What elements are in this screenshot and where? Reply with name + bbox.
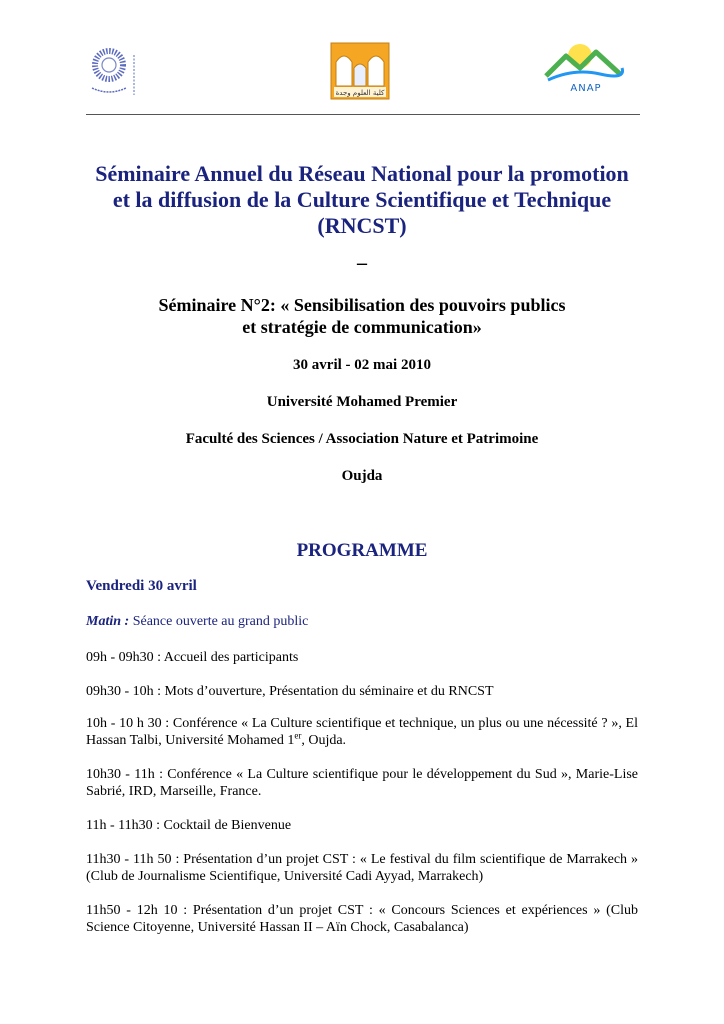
- title-dash: –: [357, 252, 367, 274]
- session-description: Séance ouverte au grand public: [129, 614, 309, 629]
- programme-item: 10h30 - 11h : Conférence « La Culture scientifique pour le développement du Sud », Marie-Lise Sabrié, IRD, Marseille, France.: [86, 767, 638, 799]
- session-label: Matin :: [86, 614, 130, 629]
- seminar-title-line1: Séminaire N°2: « Sensibilisation des pouvoirs publics: [158, 295, 566, 315]
- anap-logo-text: ANAP: [570, 83, 602, 94]
- main-title: [60, 161, 664, 239]
- programme-item: 09h30 - 10h : Mots d’ouverture, Présentation du séminaire et du RNCST: [86, 684, 494, 699]
- faculty-name: Faculté des Sciences / Association Nature et Patrimoine: [185, 431, 539, 447]
- programme-item: 09h - 09h30 : Accueil des participants: [86, 650, 299, 665]
- seminar-dates: 30 avril - 02 mai 2010: [293, 357, 431, 373]
- university-seal-logo: [84, 40, 146, 102]
- header-divider: [86, 114, 640, 115]
- university-name: Université Mohamed Premier: [266, 394, 458, 410]
- session-line: [86, 614, 308, 630]
- anap-logo: [544, 38, 624, 94]
- programme-item: 11h50 - 12h 10 : Présentation d’un projet CST : « Concours Sciences et expériences » (Club Science Citoyenne, Université Hassan II – Aïn Chock, Casabalanca): [86, 903, 638, 935]
- programme-item: 11h30 - 11h 50 : Présentation d’un projet CST : « Le festival du film scientifique de Marrakech » (Club de Journalisme Scientifique, Université Cadi Ayyad, Marrakech): [86, 852, 638, 884]
- seminar-title: [60, 294, 664, 338]
- faculty-sciences-oujda-logo: [330, 42, 390, 100]
- programme-item: [86, 715, 638, 749]
- programme-item: 11h - 11h30 : Cocktail de Bienvenue: [86, 818, 292, 833]
- day-heading: Vendredi 30 avril: [86, 578, 197, 594]
- ordinal-suffix: er: [294, 730, 302, 741]
- programme-heading: PROGRAMME: [296, 540, 428, 561]
- city-name: Oujda: [341, 468, 383, 484]
- programme-item-tail: , Oujda.: [301, 733, 347, 748]
- main-title-line1: Séminaire Annuel du Réseau National pour la promotion: [95, 161, 629, 186]
- seminar-title-line2: et stratégie de communication»: [242, 317, 482, 337]
- programme-item-text: 10h - 10 h 30 : Conférence « La Culture scientifique et technique, un plus ou une nécessité ? », El Hassan Talbi, Université Mohamed 1: [86, 716, 638, 748]
- faculty-logo-text: كلية العلوم وجدة: [335, 89, 385, 97]
- main-title-line2: et la diffusion de la Culture Scientifique et Technique: [112, 187, 612, 212]
- main-title-line3: (RNCST): [317, 213, 407, 238]
